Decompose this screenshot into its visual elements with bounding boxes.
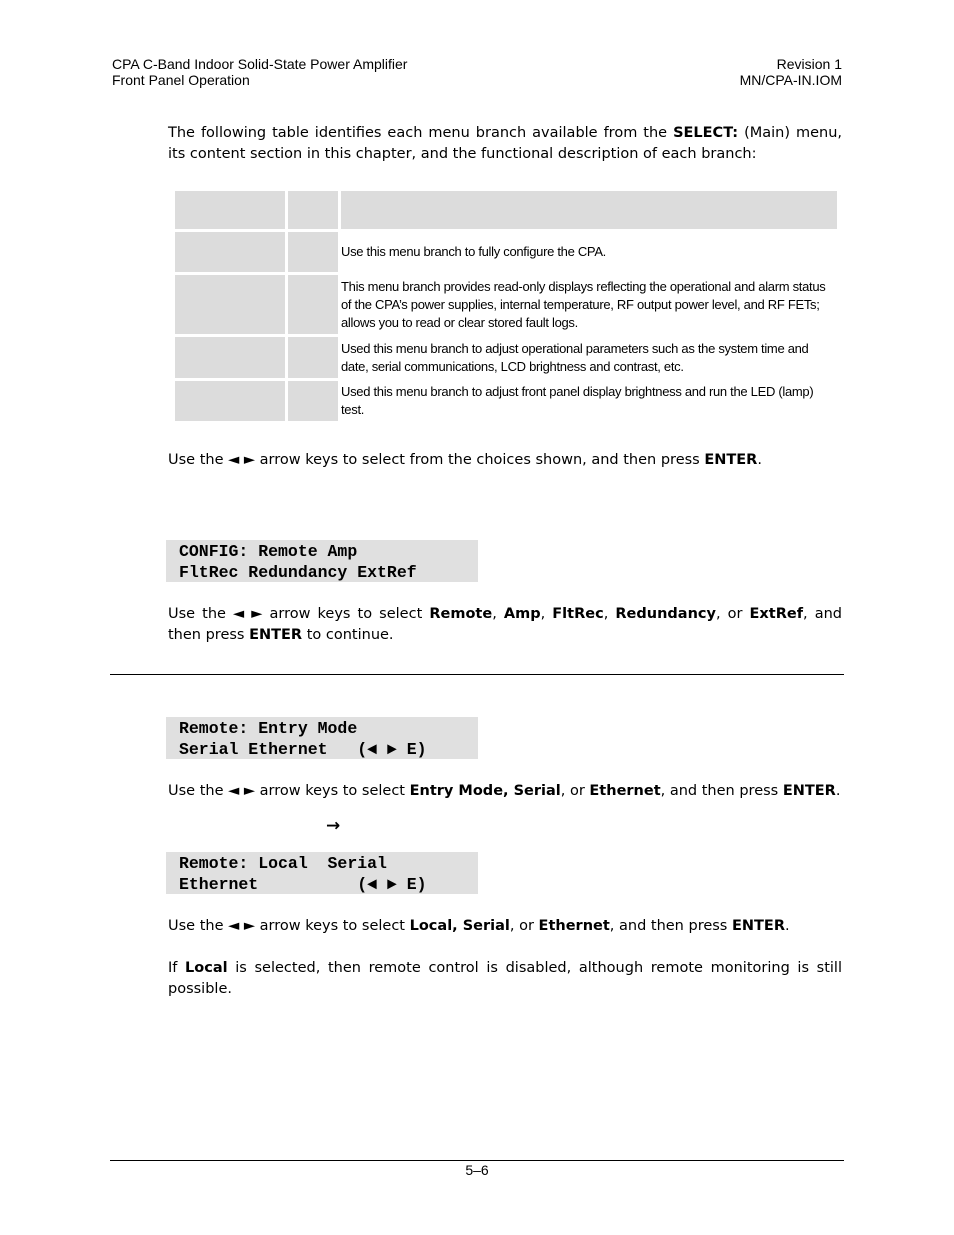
lcd-line-1: Remote: Entry Mode: [179, 719, 358, 738]
description-cell: Use this menu branch to fully configure the CPA.: [341, 244, 606, 259]
lcd-line-1: CONFIG: Remote Amp: [179, 542, 358, 561]
table-row: [175, 381, 837, 421]
document-number: MN/CPA-IN.IOM: [739, 72, 842, 88]
enter-keyword: ENTER: [704, 452, 758, 468]
branch-cell: [175, 232, 285, 272]
lcd-line-2: FltRec Redundancy ExtRef: [179, 563, 417, 582]
lcd-remote-display: [166, 717, 478, 759]
page-number: 5–6: [465, 1162, 489, 1178]
local-note: If Local is selected, then remote control is disabled, although remote monitoring is still possible.: [168, 960, 842, 997]
branch-cell: [175, 275, 285, 334]
section-cell: [288, 337, 338, 378]
description-cell: Used this menu branch to adjust operational parameters such as the system time and date, serial communications, LCD brightness and contrast, etc.: [341, 340, 809, 374]
config-instructions: Use the ◄ ► arrow keys to select Remote, Amp, FltRec, Redundancy, or ExtRef, and then press ENTER to continue.: [168, 606, 842, 643]
footer-rule: [110, 1160, 844, 1161]
lcd-entry-mode-display: [166, 852, 478, 894]
lcd-line-1: Remote: Local Serial: [179, 854, 387, 873]
header-cell-branch: [175, 191, 285, 229]
description-cell: This menu branch provides read-only displays reflecting the operational and alarm status of the CPA’s power supplies, internal temperature, RF output power level, and RF FETs; allows you to read or clear stored fault logs.: [341, 278, 826, 330]
section-cell: [288, 232, 338, 272]
document-title: CPA C-Band Indoor Solid-State Power Amplifier: [112, 56, 408, 72]
chapter-title: Front Panel Operation: [112, 72, 250, 88]
remote-instructions: Use the ◄ ► arrow keys to select Entry Mode, Serial, or Ethernet, and then press ENTER.: [168, 783, 841, 799]
menu-branch-table: [172, 188, 840, 424]
lcd-line-2: Ethernet (◄ ► E): [179, 875, 427, 894]
select-keyword: SELECT:: [673, 125, 739, 141]
section-cell: [288, 381, 338, 421]
arrow-right-icon: →: [326, 816, 341, 836]
running-header-right: [740, 56, 842, 88]
header-cell-description: [341, 191, 837, 229]
intro-paragraph: The following table identifies each menu branch available from the SELECT: (Main) menu, its content section in this chapter, and the functional description of each branch:: [168, 125, 843, 162]
section-divider: [110, 674, 844, 675]
table-header-row: [175, 191, 837, 229]
table-row: [175, 337, 837, 378]
header-cell-section: [288, 191, 338, 229]
branch-cell: [175, 337, 285, 378]
running-header-left: [112, 56, 407, 88]
entry-mode-instructions: Use the ◄ ► arrow keys to select Local, Serial, or Ethernet, and then press ENTER.: [168, 918, 790, 934]
revision-label: Revision 1: [776, 56, 842, 72]
table-row: [175, 275, 837, 334]
description-cell: Used this menu branch to adjust front panel display brightness and run the LED (lamp) test.: [341, 384, 814, 417]
section-cell: [288, 275, 338, 334]
lcd-line-2: Serial Ethernet (◄ ► E): [179, 740, 427, 759]
table-row: [175, 232, 837, 272]
select-instructions: Use the ◄ ► arrow keys to select from the choices shown, and then press ENTER.: [168, 452, 762, 468]
lcd-config-display: [166, 540, 478, 582]
branch-cell: [175, 381, 285, 421]
